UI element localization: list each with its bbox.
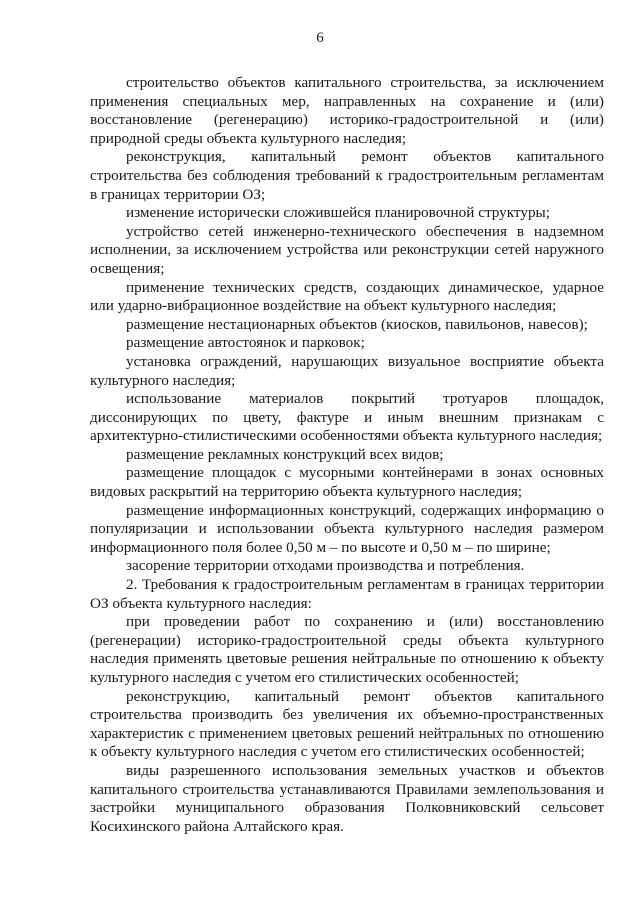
page-number: 6 [316, 30, 324, 46]
paragraph-7: размещение автостоянок и парковок; [126, 334, 365, 352]
paragraph-8: установка ограждений, нарушающих визуальное восприятие объекта культурного наследия; [90, 352, 604, 389]
paragraph-2: реконструкция, капитальный ремонт объектов капитального строительства без соблюдения требований к градостроительным регламентам в границах территории ОЗ; [90, 148, 604, 203]
paragraph-15: при проведении работ по сохранению и (или) восстановлению (регенерации) историко-градостроительной среды объекта культурного наследия применять цветовые решения нейтральные по отношению к объекту культурного наследия с учетом его стилистических особенностей; [90, 613, 604, 686]
paragraph-3: изменение исторически сложившейся планировочной структуры; [126, 204, 550, 222]
paragraph-13: засорение территории отходами производства и потребления. [126, 557, 525, 575]
paragraph-11: размещение площадок с мусорными контейнерами в зонах основных видовых раскрытий на территорию объекта культурного наследия; [90, 464, 604, 501]
paragraph-10: размещение рекламных конструкций всех видов; [126, 445, 444, 463]
document-body [90, 74, 604, 836]
section-heading-2: 2. Требования к градостроительным регламентам в границах территории ОЗ объекта культурного наследия: [90, 576, 604, 612]
paragraph-6: размещение нестационарных объектов (киосков, павильонов, навесов); [126, 315, 588, 333]
paragraph-9: использование материалов покрытий тротуаров площадок, диссонирующих по цвету, фактуре и иным внешним признакам с архитектурно-стилистическими особенностями объекта культурного наследия; [90, 390, 604, 445]
paragraph-1: строительство объектов капитального строительства, за исключением применения специальных мер, направленных на сохранение и (или) восстановление (регенерацию) историко-градостроительной и (или) природной среды объекта культурного наследия; [90, 74, 604, 147]
paragraph-16: реконструкцию, капитальный ремонт объектов капитального строительства производить без увеличения их объемно-пространственных характеристик с применением цветовых решений нейтральных по отношению к объекту культурного наследия с учетом его стилистических особенностей; [90, 687, 604, 761]
paragraph-4: устройство сетей инженерно-технического обеспечения в надземном исполнении, за исключением устройства или реконструкции сетей наружного освещения; [90, 222, 604, 277]
paragraph-17: виды разрешенного использования земельных участков и объектов капитального строительства устанавливаются Правилами землепользования и застройки муниципального образования Полковниковский сельсовет Косихинского района Алтайского края. [90, 761, 604, 835]
paragraph-12: размещение информационных конструкций, содержащих информацию о популяризации и использовании объекта культурного наследия размером информационного поля более 0,50 м – по высоте и 0,50 м – по ширине; [90, 501, 604, 556]
paragraph-5: применение технических средств, создающих динамическое, ударное или ударно-вибрационное воздействие на объект культурного наследия; [90, 278, 604, 315]
